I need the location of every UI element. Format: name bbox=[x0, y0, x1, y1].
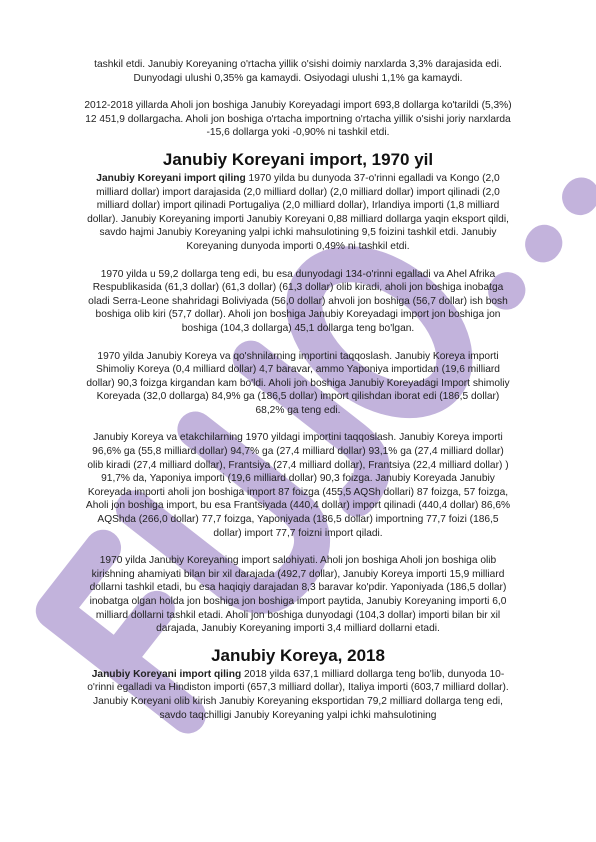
paragraph: tashkil etdi. Janubiy Koreyaning o'rtacha yillik o'sishi doimiy narxlarda 3,3% darajasida edi. Dunyodagi ulushi 0,35% ga kamaydi. Osiyodagi ulushi 1,1% ga kamaydi. bbox=[94, 59, 502, 84]
lead-phrase: Janubiy Koreyani import qiling bbox=[96, 172, 246, 184]
paragraph-text: 1970 yilda bu dunyoda 37-o'rinni egalladi va Kongo (2,0 milliard dollar) import darajasida (2,0 milliard dollar) (2,0 milliard dollar) import qilinadi (2,0 milliard dollar) import qilinadi Portugaliya (2,0 milliard dollar), Irlandiya importi (1,8 milliard dollar). Janubiy Koreyaning importi Janubiy Koreyani 0,88 milliard dollarga yaqin eksport qildi, savdo hajmi Janubiy Koreyaning yalpi ichki mahsulotining 9,5 foizini tashkil etdi. Janubiy Koreyaning dunyoda importi 0,49% ni tashkil etdi. bbox=[87, 172, 509, 252]
paragraph: Janubiy Koreya va etakchilarning 1970 yildagi importini taqqoslash. Janubiy Koreya importi 96,6% ga (55,8 milliard dollar) 94,7% ga (27,4 milliard dollar) 93,1% ga (27,4 milliard dollar) olib kiradi (27,4 milliard dollar), Frantsiya (27,4 milliard dollar), Frantsiya (22,4 milliard dollar) ) 91,7% da, Yaponiya importi (19,6 milliard dollar) 90,3 foizga. Janubiy Koreyada Janubiy Koreyada importi aholi jon boshiga import 87 foizga (455,5 AQSh dollari) 87 foizga, 57 foizga, Aholi jon boshiga import, bu esa Frantsiyada (440,4 dollar) import qilinadi (440,4 dollar) 86,6% AQShda (266,0 dollar) 77,7 foizga, Yaponiyada (186,5 dollar) importning 77,7 foizi (186,5 dollar) import 77,7 foizni import qiladi. bbox=[85, 432, 511, 539]
lead-phrase: Janubiy Koreyani import qiling bbox=[91, 668, 242, 680]
paragraph: 2012-2018 yillarda Aholi jon boshiga Janubiy Koreyadagi import 693,8 dollarga ko'tarildi (5,3%) 12 451,9 dollargacha. Aholi jon boshiga o'rtacha importning o'rtacha yillik o'sishi joriy narxlarda -15,6 dollarga yoki -0,90% ni tashkil etdi. bbox=[84, 100, 512, 139]
paragraph bbox=[84, 172, 512, 254]
paragraph: 1970 yilda u 59,2 dollarga teng edi, bu esa dunyodagi 134-o'rinni egalladi va Ahel Afrika Respublikasida (61,3 dollar) (61,3 dollar) (61,3 dollar) olib kiradi, aholi jon boshiga inobatga oladi Serra-Leone shahridagi Boliviyada (56,0 dollar) ahvoli jon boshiga (56,7 dollar) ish bosh boshiga olib kiri (57,7 dollar). Aholi jon boshiga Janubiy Koreyadagi import jon boshiga jon boshiga (104,3 dollarga) 45,1 dollarga teng bo'lgan. bbox=[88, 268, 508, 334]
paragraph: 1970 yilda Janubiy Koreya va qo'shnilarning importini taqqoslash. Janubiy Koreya importi Shimoliy Koreya (0,4 milliard dollar) 4,7 baravar, ammo Yaponiya importidan (19,6 milliard dollar) 90,3 foizga kirgandan kam bo'ldi. Aholi jon boshiga Janubiy Koreyadagi Import shimoliy Koreyada (32,0 dollarga) 84,9% ga (186,5 dollar) import qilishdan iborat edi (186,5 dollar) 68,2% ga teng edi. bbox=[86, 350, 510, 416]
document-page bbox=[84, 58, 512, 722]
section-heading: Janubiy Koreyani import, 1970 yil bbox=[162, 149, 434, 169]
paragraph-text: 2018 yilda 637,1 milliard dollarga teng bo'lib, dunyoda 10-o'rinni egalladi va Hindiston importi (657,3 milliard dollar), Italiya importi (603,7 milliard dollar). Janubiy Koreyani olib kirish Janubiy Koreyaning eksportidan 79,2 milliard dollarga teng edi, savdo taqchilligi Janubiy Koreyaning yalpi ichki mahsulotining bbox=[87, 668, 509, 721]
paragraph: 1970 yilda Janubiy Koreyaning import salohiyati. Aholi jon boshiga Aholi jon boshiga olib kirishning ahamiyati bilan bir xil darajada (492,7 dollar), Janubiy Koreya importi 15,9 milliard dollarni tashkil etadi, bu esa haqiqiy darajadan 8,3 baravar ko'pdir. Yaponiyada (186,5 dollar) inobatga olgan holda jon boshiga jon boshiga import paytida, Janubiy Koreyaning importi 6,0 milliard dollarni tashkil etadi. Aholi jon boshiga dunyodagi (104,3 dollar) importi bilan bir xil darajada, Janubiy Koreyaning importi 3,4 milliard dollarni etadi. bbox=[89, 555, 507, 635]
paragraph bbox=[84, 668, 512, 722]
section-heading: Janubiy Koreya, 2018 bbox=[211, 645, 385, 665]
